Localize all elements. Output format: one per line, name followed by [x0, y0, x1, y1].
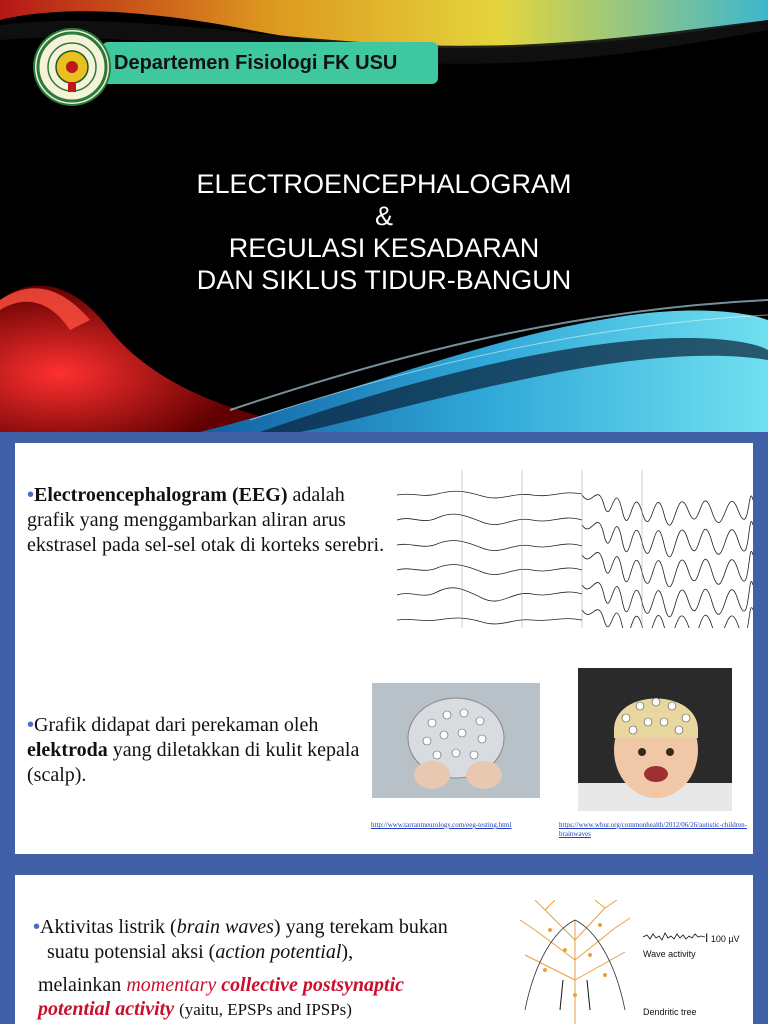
wave-activity-label: Wave activity	[643, 949, 696, 959]
brain-waves-line-1: •Aktivitas listrik (brain waves) yang terekam bukan	[33, 916, 448, 938]
line1-pre: Aktivitas listrik (	[40, 916, 177, 938]
scale-label: I 100 µV	[705, 931, 740, 945]
title-line-4: DAN SIKLUS TIDUR-BANGUN	[196, 265, 572, 295]
brain-waves-line-3	[38, 973, 518, 998]
eeg-cap-photo	[372, 683, 540, 798]
presentation-title	[0, 168, 768, 296]
term-action-potential: action potential	[215, 941, 342, 963]
department-banner	[102, 42, 438, 84]
electrode-text-post: yang diletakkan di kulit kepala (scalp).	[27, 739, 360, 786]
line1-post: ) yang terekam bukan	[273, 916, 448, 938]
term-eeg: Electroencephalogram	[34, 484, 227, 506]
scale-value: 100 µV	[710, 934, 740, 944]
line3-pre: melainkan	[38, 974, 122, 996]
eeg-trace-image	[392, 470, 753, 628]
epsp-ipsp-note: (yaitu, EPSPs and IPSPs)	[179, 1000, 352, 1019]
eeg-definition-text: adalah grafik yang menggambarkan aliran arus ekstrasel pada sel-sel otak di korteks serebri.	[27, 484, 385, 556]
term-momentary: momentary	[126, 974, 217, 996]
term-eeg-abbr: (EEG)	[231, 484, 288, 506]
term-elektroda: elektroda	[27, 739, 108, 761]
line2-pre: suatu potensial aksi (	[47, 941, 216, 963]
brain-waves-line-2	[47, 940, 517, 965]
wave-activity-trace	[643, 930, 705, 944]
electrode-text-pre: Grafik didapat dari perekaman oleh	[34, 714, 319, 736]
dendritic-tree-label: Dendritic tree	[643, 1007, 697, 1017]
bullet-eeg-definition: •Electroencephalogram (EEG) adalah grafik yang menggambarkan aliran arus ekstrasel pada sel-sel otak di korteks serebri.	[27, 484, 385, 556]
title-slide	[0, 0, 768, 432]
bullet-electrode-recording: •Grafik didapat dari perekaman oleh elektroda yang diletakkan di kulit kepala (scalp).	[27, 714, 360, 786]
source-link-1[interactable]: http://www.tarrantneurology.com/eeg-testing.html	[371, 821, 512, 829]
title-line-2: &	[374, 201, 393, 231]
term-collective-postsynaptic: collective postsynaptic	[221, 974, 405, 996]
title-line-3: REGULASI KESADARAN	[228, 233, 540, 263]
line2-post: ),	[341, 941, 354, 963]
brain-waves-line-4	[38, 997, 518, 1022]
brain-waves-slide	[15, 875, 753, 1024]
title-line-1: ELECTROENCEPHALOGRAM	[196, 169, 572, 199]
term-potential-activity: potential activity	[38, 998, 175, 1020]
eeg-definition-slide	[15, 443, 753, 854]
dendritic-tree-diagram	[505, 900, 645, 1024]
department-name: Departemen Fisiologi FK USU	[114, 51, 398, 74]
term-brain-waves: brain waves	[176, 916, 274, 938]
baby-eeg-photo	[578, 668, 732, 811]
source-link-2[interactable]: https://www.wbur.org/commonhealth/2012/06/26/autistic-children-brainwaves	[559, 821, 748, 838]
university-seal-icon	[33, 28, 111, 106]
